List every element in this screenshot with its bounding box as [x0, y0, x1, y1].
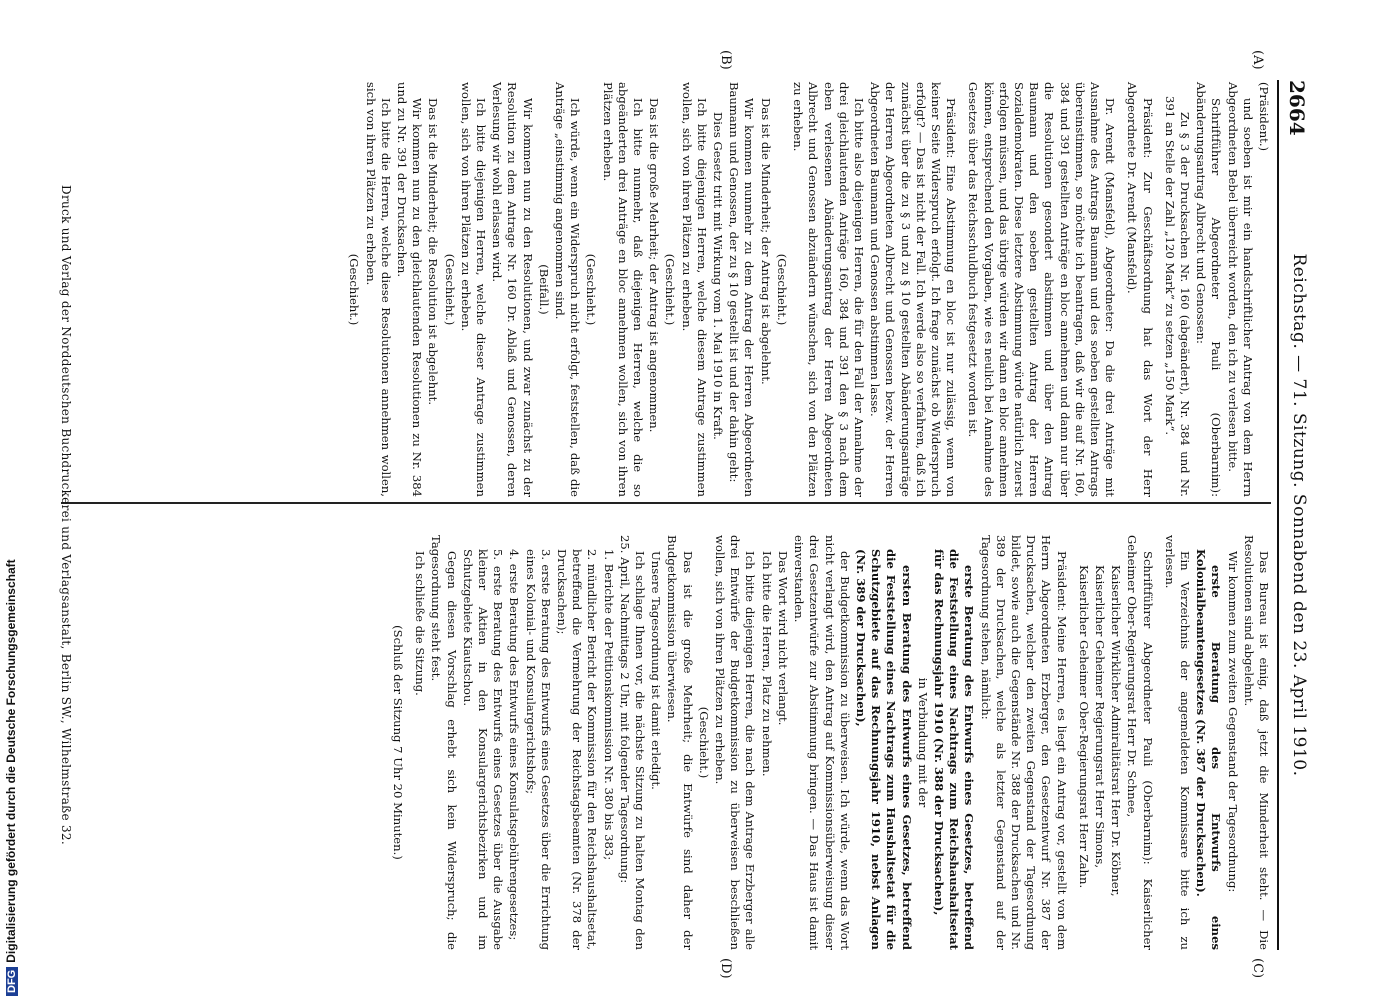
paragraph: Wir kommen nunmehr zu dem Antrag der Herren Abgeordneten Baumann und Genossen, der zu § 10 gestellt ist und der dahin geht: — [727, 82, 757, 497]
paragraph: Ich bitte diejenigen Herren, welche dieser Antrage zustimmen wollen, sich von ihren Plätzen zu erheben. — [458, 82, 489, 497]
paragraph: (Präsident.) — [1257, 82, 1271, 152]
paragraph: Dr. Arendt (Mansfeld), Abgeordneter: Da die drei Anträge mit Ausnahme des Antrags Baumann und des soeben gestellten Antrags übereinstimmen, so möchte ich beantragen, daß wir die auf Nr. 160, 384 und 391 gestellten Anträge en bloc annehmen und dann nur über die Resolutionen gesondert abstimmen und über den Antrag Baumann und den soeben gestellten Antrag der Herren Sozialdemokraten. Diese letztere Abstimmung würde natürlich zuerst erfolgen müssen, und das übrige würden wir dann en bloc annehmen können, entsprechend den Vorgaben, wie es neulich bei Annahme des Gesetzes über das Reichsschuldbuch festgesetzt worden ist. — [966, 82, 1118, 497]
paragraph: Ich bitte die Herren, Platz zu nehmen. — [759, 551, 774, 777]
paragraph: (Geschieht.) — [774, 253, 789, 326]
right-column — [389, 535, 1271, 950]
paragraph: Unsere Tagesordnung ist damit erledigt. — [649, 551, 664, 790]
paragraph: (Geschieht.) — [663, 253, 678, 326]
agenda-heading: erste Beratung des Entwurfs eines Gesetzes, betreffend die Feststellung eines Nachtrags zum Reichshaushaltsetat für das Rechnungsjahr 1910 (Nr. 388 der Drucksachen), — [931, 549, 977, 950]
paragraph: Ich würde, wenn ein Widerspruch nicht erfolgt, feststellen, daß die Anträge „einstimmig angenommen sind. — [553, 82, 583, 497]
paragraph: Das ist die Minderheit; der Antrag ist abgelehnt. — [758, 98, 773, 385]
page-header — [1277, 80, 1313, 950]
margin-marker-d: (D) — [718, 958, 733, 979]
paragraph: Schriftführer Abgeordneter Pauli (Oberbarnim): Kaiserlicher Geheimer Ober-Regierungsrat Herr Dr. Schnee, — [1125, 535, 1155, 950]
paragraph: (Geschieht.) — [584, 253, 599, 326]
dfg-credit-text: Digitalisierung gefördert durch die Deutsche Forschungsgemeinschaft — [4, 559, 18, 963]
paragraph: Ich schlage Ihnen vor, die nächste Sitzung zu halten Montag den 25. April, Nachmittags 2 Uhr, mit folgender Tagesordnung: — [617, 535, 648, 950]
paragraph: (Geschieht.) — [696, 706, 711, 779]
paragraph: (Beifall.) — [536, 264, 551, 315]
paragraph: Das ist die große Mehrheit; die Entwürfe sind daher der Budgetkommission überwiesen. — [665, 535, 695, 950]
agenda-item: 4. erste Beratung des Entwurfs eines Konsulatsgebührengesetzes; — [507, 549, 522, 941]
left-column — [345, 82, 1271, 497]
paragraph: Ein Verzeichnis der angemeldeten Kommissare bitte ich zu verlesen. — [1162, 535, 1192, 950]
paragraph: Gegen diesen Vorschlag erhebt sich kein Widerspruch; die Tagesordnung steht fest. — [429, 535, 459, 950]
paragraph: der Budgetkommission zu überweisen. Ich würde, wenn das Wort nicht verlangt wird, den Antrag auf Kommissionsüberweisung dieser drei Gesetzentwürfe zur Abstimmung bringen. — Das Haus ist damit einverstanden. — [792, 535, 852, 950]
paragraph: Das Bureau ist einig, daß jetzt die Minderheit steht. — Die Resolutionen sind abgelehnt. — [1241, 535, 1271, 950]
dfg-credit — [4, 559, 18, 996]
page-number: 2664 — [1285, 80, 1309, 136]
session-close: (Schluß der Sitzung 7 Uhr 20 Minuten.) — [391, 625, 406, 860]
agenda-heading: ersten Beratung des Entwurfs eines Gesetzes, betreffend die Feststellung eines Nachtrags zum Haushaltsetat für die Schutzgebiete auf das Rechnungsjahr 1910, nebst Anlagen (Nr. 389 der Drucksachen), — [853, 549, 914, 950]
paragraph: Präsident: Meine Herren, es liegt ein Antrag vor, gestellt von dem Herrn Abgeordneten Erzberger, den Gesetzentwurf Nr. 387 der Drucksachen, welcher den zweiten Gegenstand der Tagesordnung bildet, sowie auch die Gegenstände Nr. 388 der Drucksachen und Nr. 389 der Drucksachen, welche als letzter Gegenstand auf der Tagesordnung stehen, nämlich: — [978, 535, 1069, 950]
paragraph: Das ist die große Mehrheit; der Antrag ist angenommen. — [647, 98, 662, 433]
paragraph: Schriftführer Abgeordneter Pauli (Oberbarnim): Abänderungsantrag Albrecht und Genossen: — [1194, 82, 1224, 497]
margin-marker-a: (A) — [1250, 50, 1265, 70]
paragraph: und soeben ist mir ein handschriftlicher Antrag von dem Herrn Abgeordneten Bebel überreicht worden, den ich zu verlesen bitte. — [1225, 82, 1255, 497]
paragraph: (Geschieht.) — [347, 253, 362, 326]
paragraph: (Geschieht.) — [442, 253, 457, 326]
imprint-footer: Druck und Verlag der Norddeutschen Buchdruckerei und Verlagsanstalt, Berlin SW., Wilhelmstraße 32. — [59, 185, 73, 845]
dfg-logo: DFG — [6, 967, 18, 996]
agenda-item: 3. erste Beratung des Entwurfs eines Gesetzes über die Errichtung eines Kolonial- und Konsulargerichtshofs; — [523, 549, 553, 950]
paragraph: Wir kommen nun zu den Resolutionen, und zwar zunächst zu der Resolution zu dem Antrage Nr. 160 Dr. Ablaß und Genossen, deren Verlesung wir wohl erlassen wird. — [490, 82, 535, 497]
margin-marker-b: (B) — [718, 50, 733, 70]
column-divider — [61, 502, 1271, 504]
paragraph: Zu § 3 der Drucksachen Nr. 160 (abgeändert), Nr. 384 und Nr. 391 an Stelle der Zahl „120 Mark“ zu setzen „150 Mark“. — [1162, 96, 1192, 497]
paragraph: Wir kommen nun zu den gleichlautenden Resolutionen zu Nr. 384 und zu Nr. 391 der Drucksachen. — [395, 82, 425, 497]
paragraph: in Verbindung mit der — [915, 677, 930, 808]
paragraph: Ich bitte also diejenigen Herren, die für den Fall der Annahme der drei gleichlautenden Anträge 160, 384 und 391 den § 3 nach dem eben verlesenen Abänderungsantrag der Herren Abgeordneten Albrecht und Genossen abzuändern wünschen, sich von den Plätzen zu erheben. — [791, 82, 866, 497]
paragraph: Kaiserlicher Geheimer Regierungsrat Herr Simons, — [1092, 565, 1107, 869]
paragraph: Dies Gesetz tritt mit Wirkung vom 1. Mai 1910 in Kraft. — [711, 112, 726, 440]
agenda-heading: erste Beratung des Entwurfs eines Kolonialbeamtengesetzes (Nr. 387 der Drucksachen). — [1194, 549, 1224, 950]
page-header-title: Reichstag. — 71. Sitzung. Sonnabend den 23. April 1910. — [1289, 253, 1309, 777]
paragraph: Das Wort wird nicht verlangt. — [775, 551, 790, 726]
paragraph: Präsident: Eine Abstimmung en bloc ist nur zulässig, wenn von keiner Seite Widerspruch erfolgt. Ich frage zunächst ob Widerspruch erfolgt? — Das ist nicht der Fall. Ich werde also so verfahren, daß ich zunächst über die zu § 3 und zu § 10 gestellten Abänderungsanträge der Herren Abgeordneten Albrecht und Genossen bezw. der Herren Abgeordneten Baumann und Genossen abstimmen lasse. — [868, 82, 959, 497]
paragraph: Kaiserlicher Wirklicher Admiralitätsrat Herr Dr. Köbner, — [1109, 565, 1124, 897]
agenda-item: 2. mündlicher Bericht der Kommission für den Reichshaushaltsetat, betreffend die Vermehrung der Reichstagsbeamten (Nr. 378 der Drucksachen); — [555, 549, 600, 950]
paragraph: Ich bitte nunmehr, daß diejenigen Herren, welche die so abgeänderten drei Anträge en bloc annehmen wollen, sich von ihren Plätzen erheben. — [600, 82, 646, 497]
paragraph: Ich bitte diejenigen Herren, welche diesem Antrage zustimmen wollen, sich von ihren Plätzen zu erheben. — [679, 82, 709, 497]
agenda-item: 1. Berichte der Petitionskommission Nr. 380 bis 383; — [601, 549, 616, 861]
agenda-item: 5. erste Beratung des Entwurfs eines Gesetzes über die Ausgabe kleiner Aktien in den Konsulargerichtsbezirken und im Schutzgebiete Kiautschou. — [460, 549, 506, 950]
paragraph: Das ist die Minderheit; die Resolution ist abgelehnt. — [426, 98, 441, 406]
paragraph: Präsident: Zur Geschäftsordnung hat das Wort der Herr Abgeordnete Dr. Arendt (Mansfeld). — [1125, 82, 1155, 497]
paragraph: Kaiserlicher Geheimer Ober-Regierungsrat Herr Zahn. — [1076, 565, 1091, 889]
margin-marker-c: (C) — [1250, 958, 1265, 979]
paragraph: Ich schließe die Sitzung. — [413, 551, 428, 696]
paragraph: Ich bitte die Herren, welche diese Resolutionen annehmen wollen, sich von ihren Plätzen zu erheben. — [363, 82, 393, 497]
paragraph: Wir kommen zum zweiten Gegenstand der Tagesordnung: — [1225, 551, 1240, 893]
paragraph: Ich bitte diejenigen Herren, die nach dem Antrage Erzberger alle drei Entwürfe der Budgetkommission zu überweisen beschließen wollen, sich von ihren Plätzen zu erheben. — [713, 535, 758, 950]
